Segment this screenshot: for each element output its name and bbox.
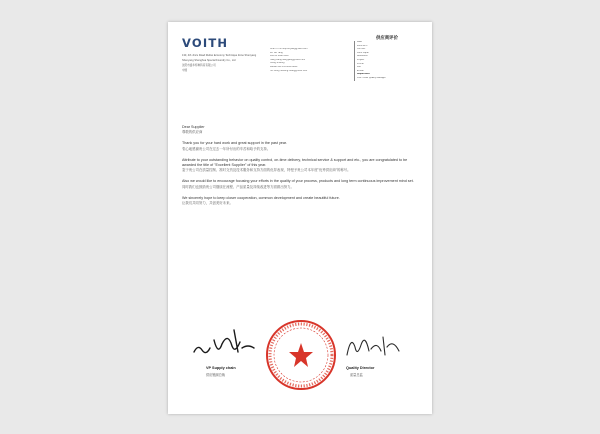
info-row: Our Ref.	[357, 48, 366, 51]
meta-row: Xiong Jinsong	[270, 62, 285, 65]
meta-row: Mobile +86 135 8888 8888	[270, 65, 298, 68]
meta-row: +86 24 2398 0000	[270, 55, 289, 58]
paragraph-en: We sincerely hope to keep closer cooperation, common development and create beautiful future.	[182, 195, 340, 200]
address-line: 中国	[182, 69, 188, 72]
meta-row: Mr. Gu Yang	[270, 51, 283, 54]
paragraph-en: Also we would like to encourage focusing your efforts in the quality of your process, products and long term continuous improvement mind set.	[182, 179, 414, 184]
info-row: Vice / Less Quality Manager	[357, 76, 386, 79]
paragraph	[182, 196, 418, 206]
address-line: Shenyang Shenghua Special Foundry Co., Ltd	[182, 59, 236, 62]
vp-supply-chain-label-zh: 供应链副总裁	[206, 373, 226, 377]
info-row: Phone	[357, 62, 364, 65]
letter-page	[168, 22, 432, 414]
paragraph	[182, 179, 418, 189]
info-row: 2023-12-1	[357, 44, 368, 47]
vp-signature	[188, 322, 268, 362]
salutation-en: Dear Supplier	[182, 125, 205, 129]
paragraph-zh: 鉴于贵公司在质量控制、准时交货及技术服务和支持方面的优异表现，特授予贵公司本年度"优秀供应商"的称号。	[182, 168, 351, 173]
address-line: 133, 4th Jinzu Road Ruibei Economy Technique Zone Shenyang	[182, 54, 257, 57]
meta-row: Hu Xiong huxiong.zhang@voith.com	[270, 69, 308, 72]
paragraph-zh: 让我们共同努力，共创美好未来。	[182, 201, 233, 206]
info-row: Fax	[357, 66, 361, 69]
meta-row: Hang Jiang hang.jiang@voith.com	[270, 58, 306, 61]
paragraph-en: Attribute to your outstanding behavior on quality control, on-time delivery, technical service & support and etc., you are congratulated to be awarded the title of "Excellent Supplier" of this year.	[182, 157, 408, 168]
address-line: 沈阳市盛华特种铸造有限公司	[182, 64, 216, 67]
info-row: Date	[357, 41, 362, 43]
info-row: E-mail	[357, 69, 364, 72]
paragraph-zh: 同时我们也鼓励贵公司继续在流程、产品质量及持续改进等方面做出努力。	[182, 184, 294, 189]
contact-meta	[270, 48, 352, 73]
paragraph-zh: 衷心地感谢贵公司在过去一年所付出的辛苦和给予的支持。	[182, 146, 271, 151]
salutation-zh: 尊敬的供应商	[182, 130, 203, 135]
meta-row: Chen Yi min sup.bo.jiang@voith.com	[270, 48, 308, 50]
info-row: Department	[357, 73, 370, 76]
letter-body	[182, 125, 418, 212]
info-row: Project	[357, 58, 365, 61]
reference-info-box	[354, 41, 413, 81]
quality-director-label: Quality Director	[346, 366, 375, 370]
paragraph	[182, 158, 418, 174]
paragraph	[182, 141, 418, 151]
info-row: Voith Paper	[357, 51, 369, 54]
vp-supply-chain-label: VP Supply chain	[206, 366, 236, 370]
quality-director-label-zh: 质量总监	[350, 373, 363, 377]
quality-director-signature	[343, 327, 403, 363]
voith-logo: VOITH	[182, 36, 229, 50]
salutation	[182, 125, 418, 135]
info-row: Reference	[357, 55, 368, 58]
document-title: 供应商评价	[376, 35, 398, 40]
paragraph-en: Thank you for your hard work and great support in the past year.	[182, 141, 287, 146]
company-seal	[263, 317, 339, 393]
